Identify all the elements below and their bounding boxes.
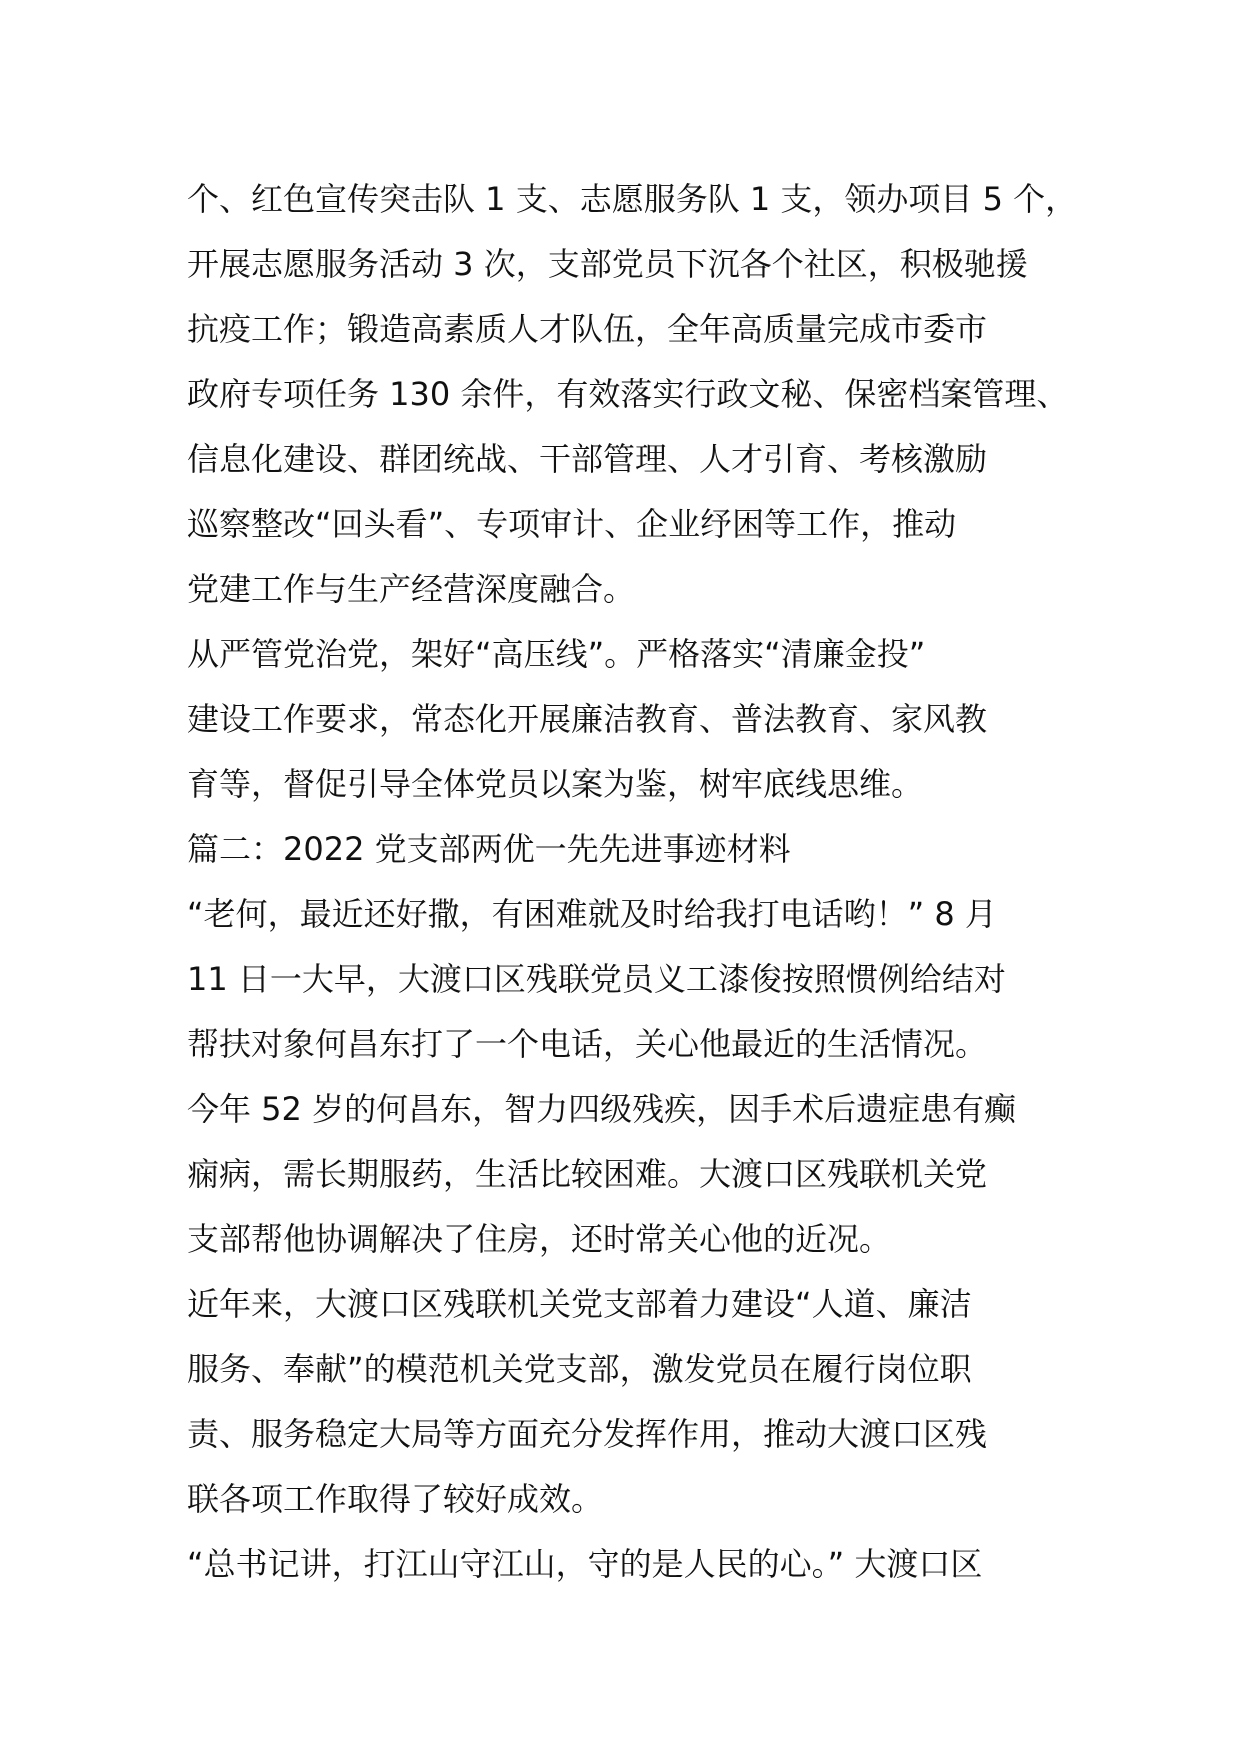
text-line: 联各项工作取得了较好成效。 [187,1480,604,1518]
text-line: 11 日一大早，大渡口区残联党员义工漆俊按照惯例给结对 [187,960,1006,998]
document-body [187,167,1078,1597]
text-line: 帮扶对象何昌东打了一个电话，关心他最近的生活情况。 [187,1025,988,1063]
section-heading: 篇二：2022 党支部两优一先先进事迹材料 [187,830,791,868]
text-line: 巡察整改“回头看”、专项审计、企业纾困等工作，推动 [187,505,957,543]
text-line: 抗疫工作；锻造高素质人才队伍，全年高质量完成市委市 [187,310,988,348]
text-line: 支部帮他协调解决了住房，还时常关心他的近况。 [187,1220,892,1258]
text-line: 服务、奉献”的模范机关党支部，激发党员在履行岗位职 [187,1350,972,1388]
text-line: 个、红色宣传突击队 1 支、志愿服务队 1 支，领办项目 5 个， [187,180,1078,218]
text-line: 近年来，大渡口区残联机关党支部着力建设“人道、廉洁 [187,1285,972,1323]
text-line: 从严管党治党，架好“高压线”。严格落实“清廉金投” [187,635,926,673]
text-line: 育等，督促引导全体党员以案为鉴，树牢底线思维。 [187,765,924,803]
text-line: “老何，最近还好撒，有困难就及时给我打电话哟！” 8 月 [187,895,997,933]
text-line: “总书记讲，打江山守江山，守的是人民的心。” 大渡口区 [187,1545,983,1583]
text-line: 政府专项任务 130 余件，有效落实行政文秘、保密档案管理、 [187,375,1069,413]
text-line: 今年 52 岁的何昌东，智力四级残疾，因手术后遗症患有癫 [187,1090,1017,1128]
text-line: 党建工作与生产经营深度融合。 [187,570,636,608]
text-line: 信息化建设、群团统战、干部管理、人才引育、考核激励 [187,440,988,478]
text-line: 开展志愿服务活动 3 次，支部党员下沉各个社区，积极驰援 [187,245,1028,283]
text-line: 责、服务稳定大局等方面充分发挥作用，推动大渡口区残 [187,1415,988,1453]
text-line: 痫病，需长期服药，生活比较困难。大渡口区残联机关党 [187,1155,988,1193]
text-line: 建设工作要求，常态化开展廉洁教育、普法教育、家风教 [187,700,988,738]
